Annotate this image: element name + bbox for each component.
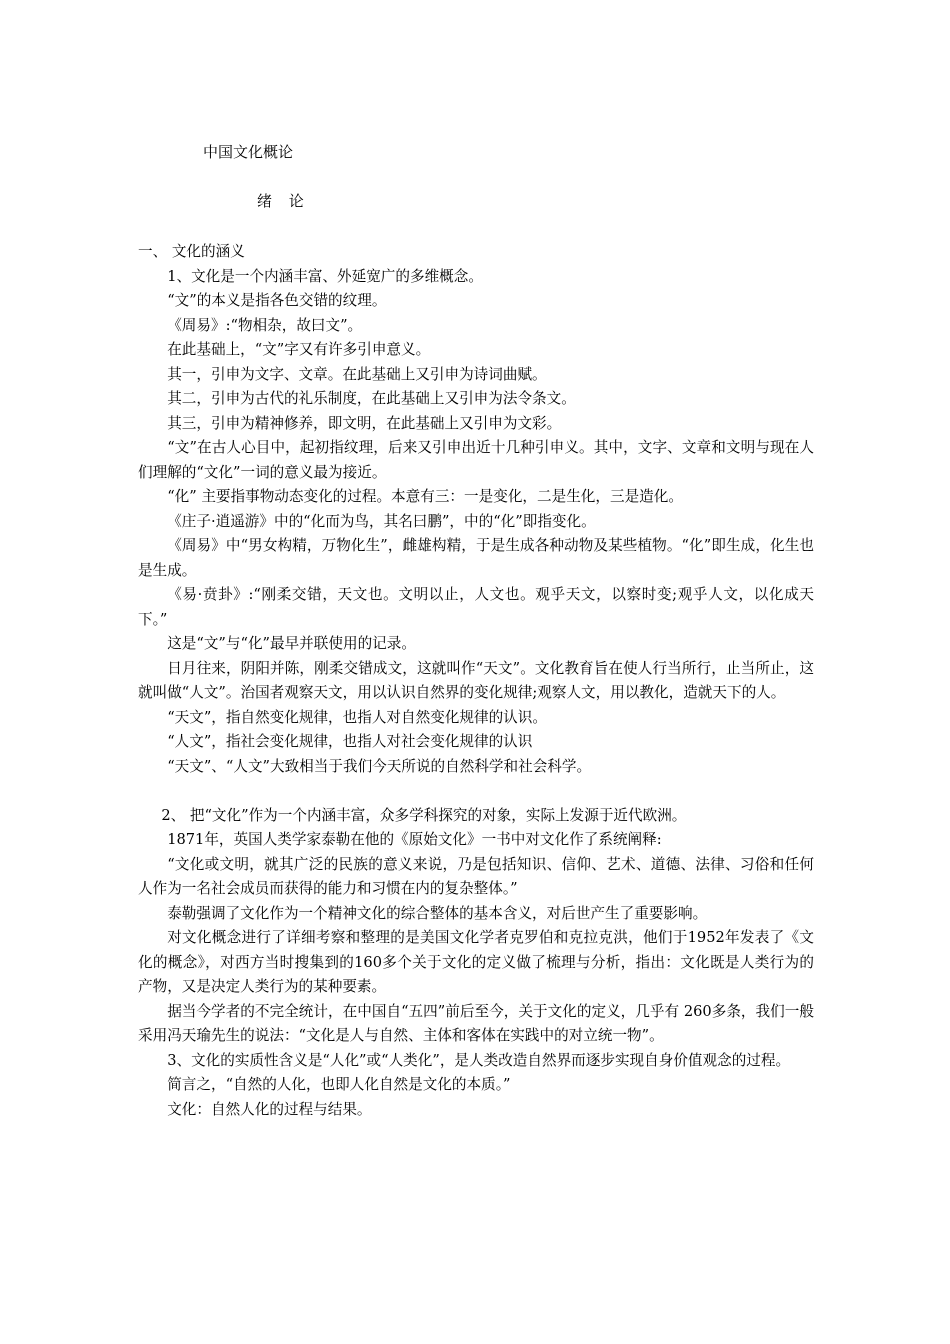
paragraph: 在此基础上，“文”字又有许多引申意义。 xyxy=(167,341,431,358)
paragraph: “人文”，指社会变化规律，也指人对社会变化规律的认识 xyxy=(167,733,533,750)
blank-line xyxy=(138,779,814,804)
paragraph: “化” 主要指事物动态变化的过程。本意有三：一是变化，二是生化，三是造化。 xyxy=(167,488,683,505)
paragraph: 泰勒强调了文化作为一个精神文化的综合整体的基本含义，对后世产生了重要影响。 xyxy=(167,904,708,922)
chapter-title: 绪 论 xyxy=(257,192,310,210)
paragraph: 据当今学者的不完全统计，在中国自“五四”前后至今，关于文化的定义，几乎有 260多条，我们一般采用冯天瑜先生的说法：“文化是人与自然、主体和客体在实践中的对立统一物”。 xyxy=(138,1002,814,1044)
document-body xyxy=(138,240,814,1122)
paragraph: 文化：自然人化的过程与结果。 xyxy=(167,1100,372,1118)
paragraph: 1、文化是一个内涵丰富、外延宽广的多维概念。 xyxy=(167,267,483,285)
paragraph: 《周易》中“男女构精，万物化生”，雌雄构精，于是生成各种动物及某些植物。“化”即生成，化生也是生成。 xyxy=(138,537,814,579)
paragraph: 其二，引申为古代的礼乐制度，在此基础上又引申为法令条文。 xyxy=(167,390,576,407)
paragraph: 《易·贲卦》:“刚柔交错，天文也。文明以止，人文也。观乎天文，以察时变;观乎人文，以化成天下。” xyxy=(138,586,814,628)
paragraph: 1871年，英国人类学家泰勒在他的《原始文化》一书中对文化作了系统阐释: xyxy=(167,831,662,848)
paragraph: 《庄子·逍遥游》中的“化而为鸟，其名曰鹏”，中的“化”即指变化。 xyxy=(167,512,596,530)
paragraph: 日月往来，阴阳并陈，刚柔交错成文，这就叫作“天文”。文化教育旨在使人行当所行，止当所止，这就叫做“人文”。治国者观察天文，用以认识自然界的变化规律;观察人文，用以教化，造就天下的人。 xyxy=(138,659,814,701)
paragraph: 对文化概念进行了详细考察和整理的是美国文化学者克罗伯和克拉克洪，他们于1952年发表了《文化的概念》，对西方当时搜集到的160多个关于文化的定义做了梳理与分析，指出：文化既是人类行为的产物，又是决定人类行为的某种要素。 xyxy=(138,929,814,995)
paragraph: “文”的本义是指各色交错的纹理。 xyxy=(167,292,387,309)
document-title: 中国文化概论 xyxy=(203,143,294,161)
paragraph: “天文”，指自然变化规律，也指人对自然变化规律的认识。 xyxy=(167,708,547,726)
paragraph: 简言之，“自然的人化，也即人化自然是文化的本质。” xyxy=(167,1076,511,1093)
paragraph: 其一，引申为文字、文章。在此基础上又引申为诗词曲赋。 xyxy=(167,365,547,383)
paragraph: “天文”、“人文”大致相当于我们今天所说的自然科学和社会科学。 xyxy=(167,757,592,775)
paragraph: “文化或文明，就其广泛的民族的意义来说，乃是包括知识、信仰、艺术、道德、法律、习俗和任何人作为一名社会成员而获得的能力和习惯在内的复杂整体。” xyxy=(138,855,814,897)
paragraph: “文”在古人心目中，起初指纹理，后来又引申出近十几种引申义。其中，文字、文章和文明与现在人们理解的“文化”一词的意义最为接近。 xyxy=(138,439,814,481)
section-heading: 一、 文化的涵义 xyxy=(138,243,245,260)
paragraph: 2、 把“文化”作为一个内涵丰富，众多学科探究的对象，实际上发源于近代欧洲。 xyxy=(161,806,687,824)
paragraph: 这是“文”与“化”最早并联使用的记录。 xyxy=(167,635,416,652)
paragraph: 3、文化的实质性含义是“人化”或“人类化”，是人类改造自然界而逐步实现自身价值观念的过程。 xyxy=(167,1051,791,1069)
paragraph: 其三，引申为精神修养，即文明，在此基础上又引申为文彩。 xyxy=(167,414,562,432)
paragraph: 《周易》:“物相杂，故曰文”。 xyxy=(167,316,363,334)
